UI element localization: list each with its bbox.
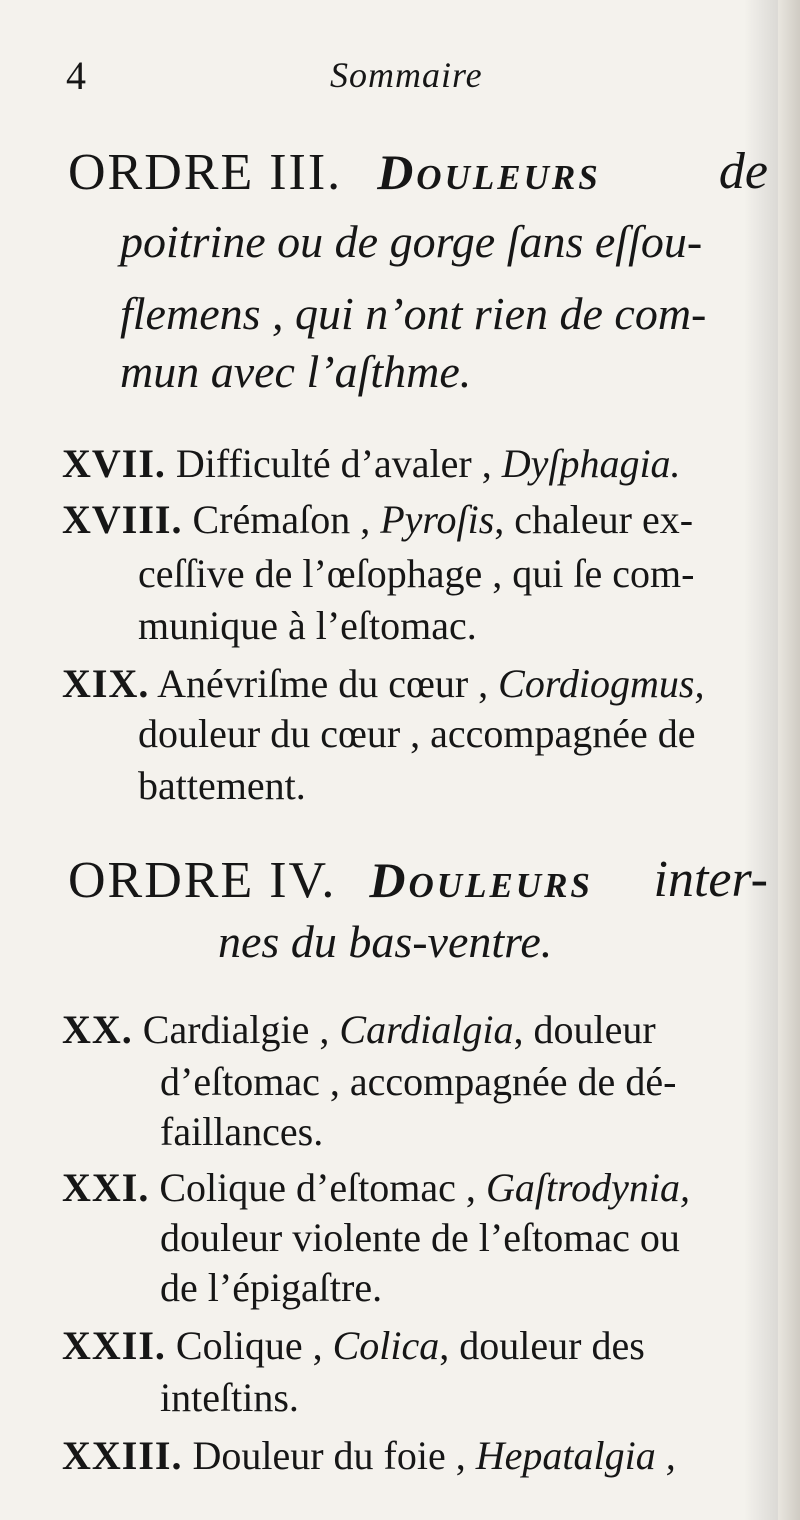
entry-number: XX. [62,1007,133,1052]
entry-continuation: ceſſive de l’œſophage , qui ſe com- [138,551,695,596]
entry-continuation: battement. [138,763,306,808]
page-edge-shadow [778,0,800,1520]
entry-latin: Cardialgia [339,1007,514,1052]
entry-latin: Cordiogmus, [498,661,705,706]
entry-latin: Colica [332,1323,440,1368]
entry-continuation: faillances. [160,1109,324,1154]
entry-text: Douleur du foie , [192,1433,466,1478]
entry-text-rest: , douleur [513,1007,656,1052]
order-4-line1-end: inter- [653,851,768,908]
order-3-title: Douleurs [377,144,601,200]
page-number: 4 [66,53,86,98]
entry-continuation: inteſtins. [160,1375,299,1420]
entry-continuation: d’eſtomac , accompagnée de dé- [160,1059,677,1104]
entry-continuation: douleur violente de l’eſtomac ou [160,1215,680,1260]
order-4-line2: nes du bas-ventre. [218,916,553,967]
running-title: Sommaire [330,55,483,95]
entry-latin: Gaſtrodynia, [485,1165,690,1210]
entry-latin: Hepatalgia , [475,1433,676,1478]
entry-text: Crémaſon , [192,497,371,542]
running-head [0,52,800,102]
entry-text: Colique d’eſtomac , [159,1165,476,1210]
order-3-label: ORDRE III. [68,144,343,201]
entry-number: XXIII. [62,1433,183,1478]
entry-latin: Pyroſis [380,497,495,542]
entry-number: XXII. [62,1323,166,1368]
entry-latin: Dyſphagia. [501,441,681,486]
entry-continuation: douleur du cœur , accompagnée de [138,711,696,756]
entry-text: Colique , [175,1323,323,1368]
order-4-label: ORDRE IV. [68,852,337,909]
entry-text-rest: , douleur des [439,1323,645,1368]
entry-number: XIX. [62,661,150,706]
entry-text: Anévriſme du cœur , [157,661,489,706]
entry-text: Difficulté d’avaler , [175,441,492,486]
entry-text-rest: , chaleur ex- [494,497,694,542]
order-3-line4: mun avec l’aſthme. [120,346,472,397]
entry-continuation: de l’épigaſtre. [160,1265,383,1310]
entry-continuation: munique à l’eſtomac. [138,603,477,648]
order-4-title: Douleurs [369,852,593,908]
entry-number: XXI. [62,1165,150,1210]
entry-number: XVIII. [62,497,183,542]
entry-text: Cardialgie , [142,1007,330,1052]
order-3-line2: poitrine ou de gorge ſans eſſou- [120,216,703,267]
order-3-line3: flemens , qui n’ont rien de com- [120,288,707,339]
entry-number: XVII. [62,441,166,486]
order-3-line1-end: de [718,143,768,200]
